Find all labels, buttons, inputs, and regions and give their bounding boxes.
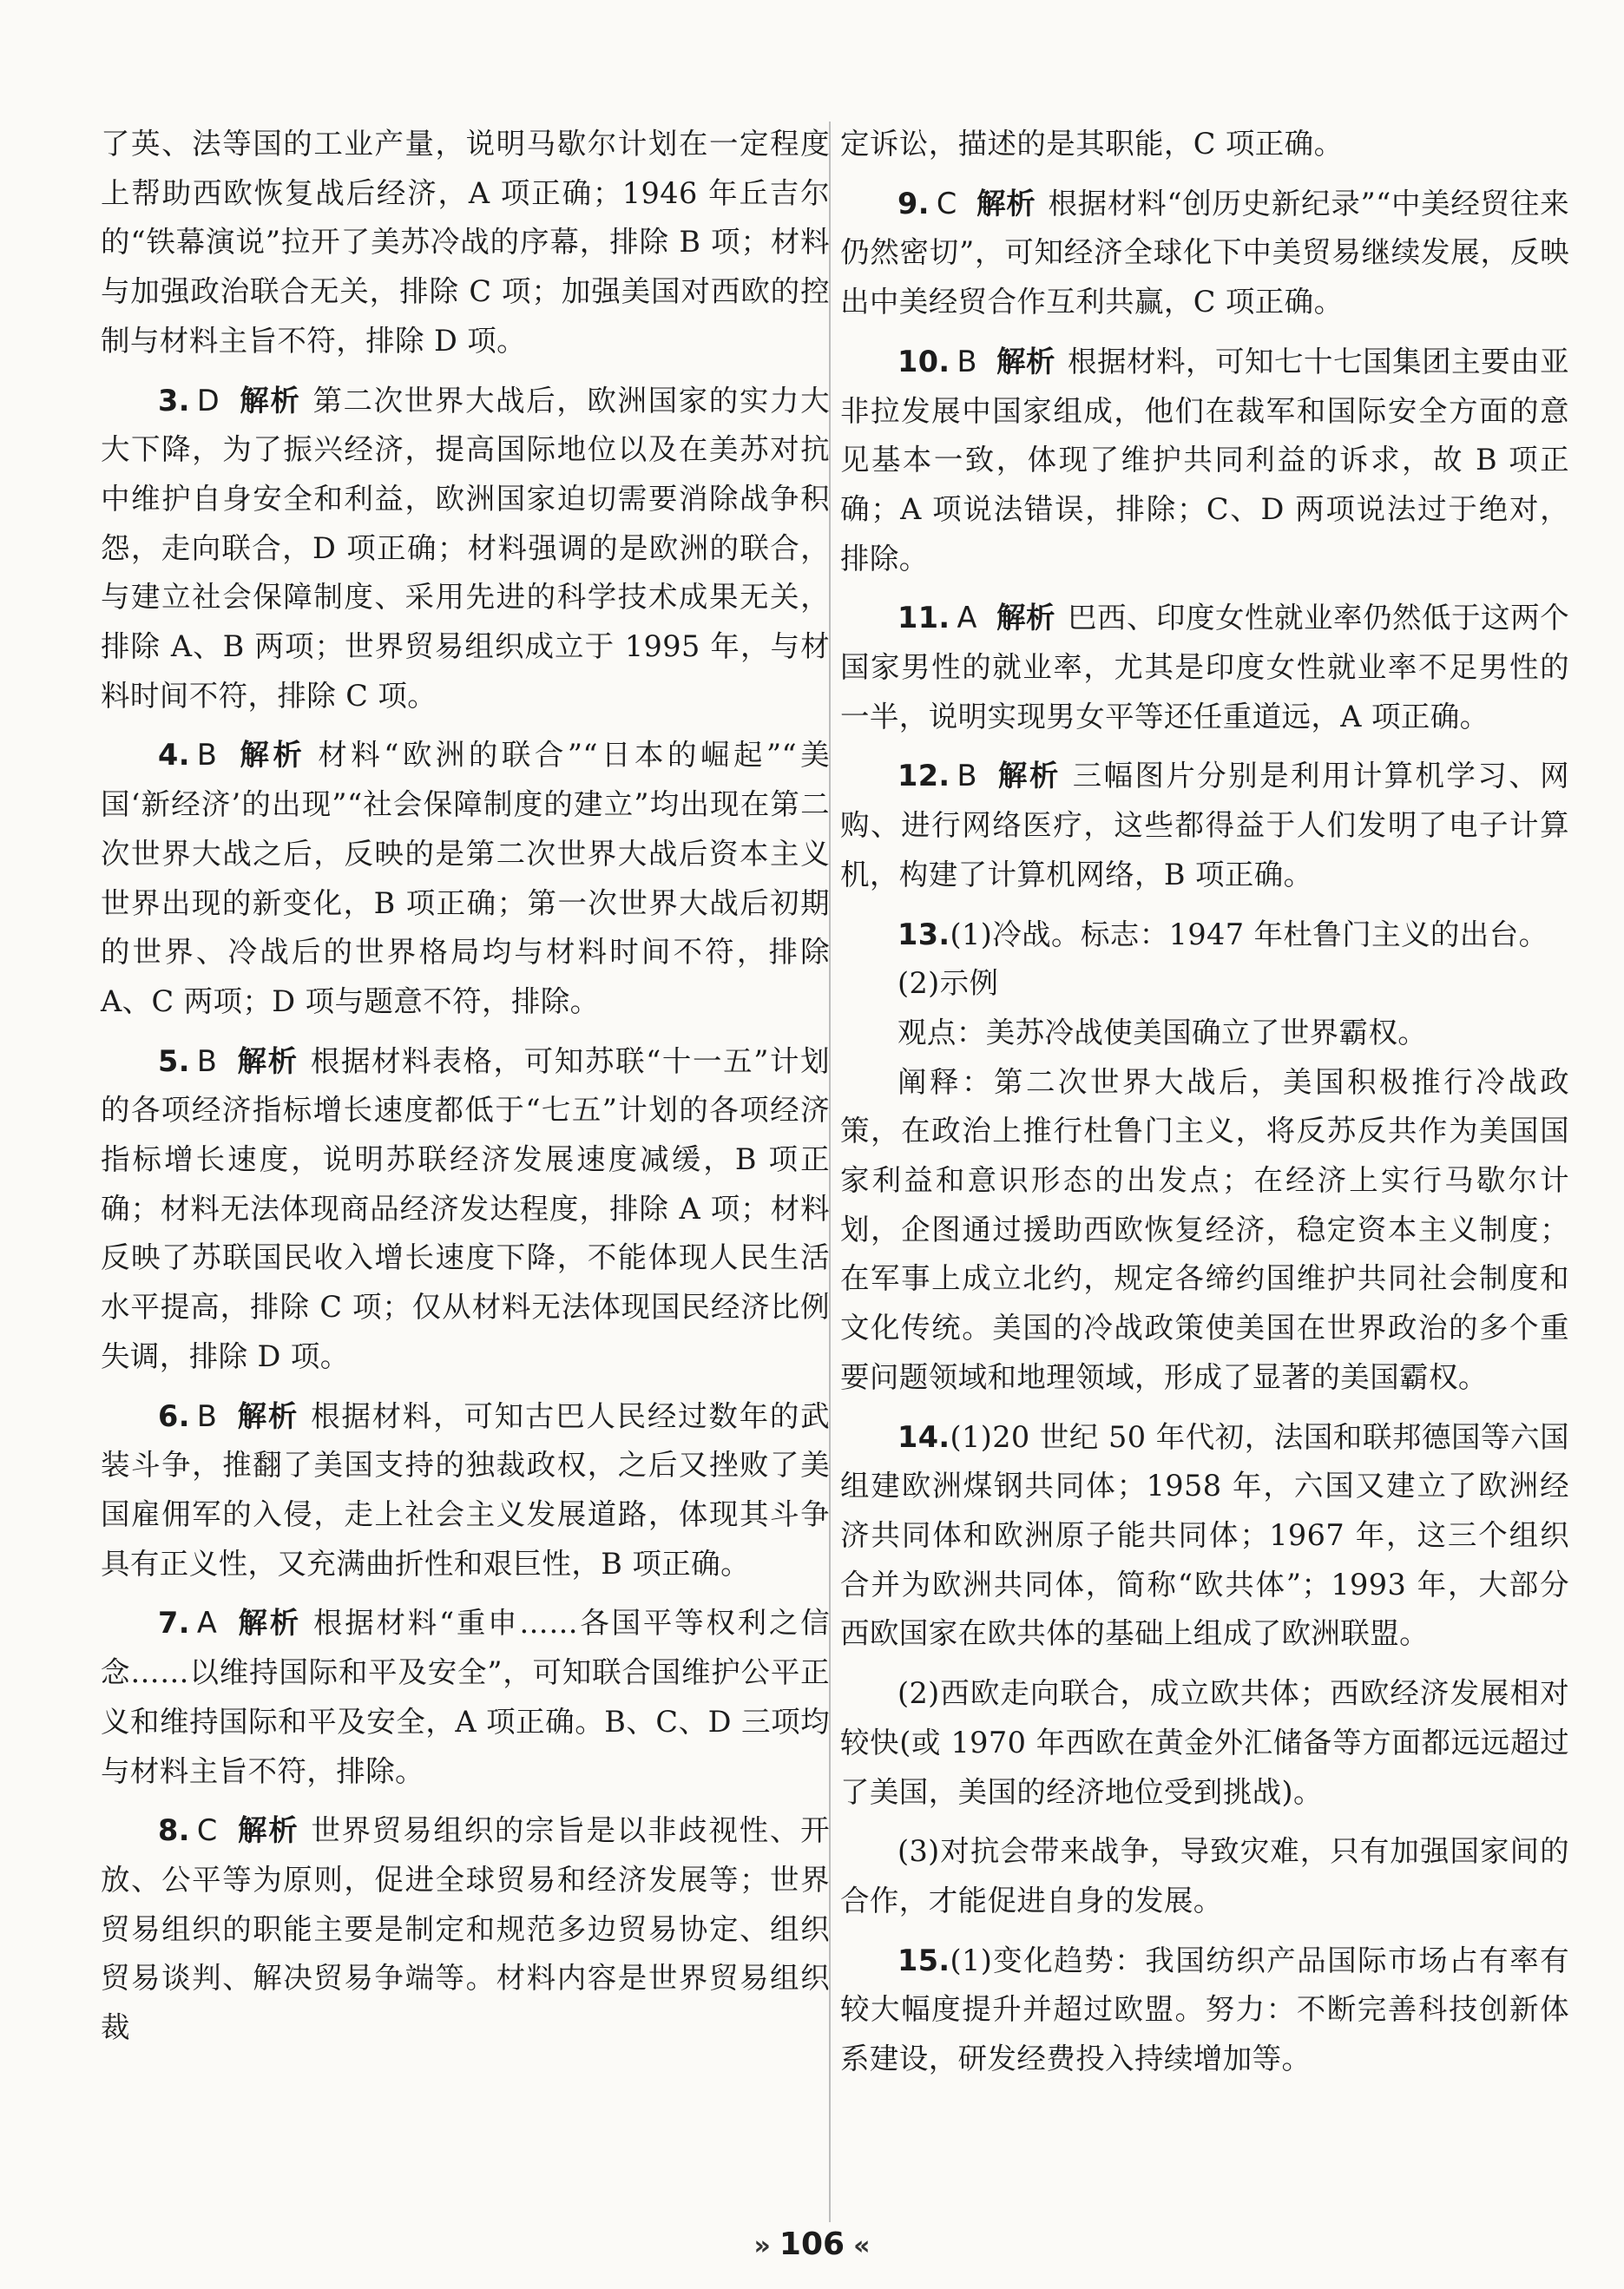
question-number: 13.: [897, 917, 950, 951]
answer-choice: B: [196, 1398, 218, 1433]
answer-item-3: [101, 377, 830, 721]
question-number: 4.: [158, 738, 190, 773]
analysis-tag: 解析: [236, 1813, 299, 1848]
answer-item-4: [101, 731, 830, 1026]
analysis-tag: 解析: [236, 1043, 299, 1078]
answer-text: (1)20 世纪 50 年代初，法国和联邦德国等六国组建欧洲煤钢共同体；1958 年，六国又建立了欧洲经济共同体和欧洲原子能共同体；1967 年，这三个组织合并为欧洲共同体，简称“欧共体”；1993 年，大部分西欧国家在欧共体的基础上组成了欧洲联盟。: [840, 1419, 1569, 1651]
analysis-text: 根据材料表格，可知苏联“十一五”计划的各项经济指标增长速度都低于“七五”计划的各项经济指标增长速度，说明苏联经济发展速度减缓，B 项正确；材料无法体现商品经济发达程度，排除 A 项；材料反映了苏联国民收入增长速度下降，不能体现人民生活水平提高，排除 C 项；仅从材料无法体现国民经济比例失调，排除 D 项。: [101, 1043, 830, 1373]
continued-answer-2: 了英、法等国的工业产量，说明马歇尔计划在一定程度上帮助西欧恢复战后经济，A 项正确；1946 年丘吉尔的“铁幕演说”拉开了美苏冷战的序幕，排除 B 项；材料与加强政治联合无关，排除 C 项；加强美国对西欧的控制与材料主旨不符，排除 D 项。: [101, 127, 830, 358]
answer-choice: B: [196, 1043, 218, 1078]
analysis-tag: 解析: [996, 344, 1056, 378]
analysis-text: 根据材料，可知七十七国集团主要由亚非拉发展中国家组成，他们在裁军和国际安全方面的意见基本一致，体现了维护共同利益的诉求，故 B 项正确；A 项说法错误，排除；C、D 两项说法过于绝对，排除。: [840, 344, 1569, 576]
analysis-tag: 解析: [976, 186, 1036, 220]
analysis-tag: 解析: [239, 383, 301, 418]
question-number: 10.: [897, 344, 950, 378]
answer-item-13-part-1: [840, 911, 1569, 960]
answer-item-5: [101, 1037, 830, 1382]
analysis-text: 三幅图片分别是利用计算机学习、网购、进行网络医疗，这些都得益于人们发明了电子计算机，构建了计算机网络，B 项正确。: [840, 759, 1569, 891]
answer-item-14-part-1: [840, 1413, 1569, 1660]
question-number: 3.: [158, 383, 190, 418]
double-chevron-left-icon: «: [853, 2231, 871, 2261]
answer-choice: D: [196, 383, 220, 418]
question-number: 5.: [158, 1043, 190, 1078]
question-number: 12.: [897, 759, 950, 793]
analysis-tag: 解析: [996, 759, 1061, 793]
analysis-text: 根据材料“重申……各国平等权利之信念……以维持国际和平及安全”，可知联合国维护公平正义和维持国际和平及安全，A 项正确。B、C、D 三项均与材料主旨不符，排除。: [101, 1606, 830, 1788]
answer-text: (1)变化趋势：我国纺织产品国际市场占有率有较大幅度提升并超过欧盟。努力：不断完善科技创新体系建设，研发经费投入持续增加等。: [840, 1943, 1569, 2076]
answer-choice: B: [957, 344, 977, 378]
answer-item-10: [840, 338, 1569, 584]
analysis-tag: 解析: [236, 738, 306, 773]
analysis-text: 巴西、印度女性就业率仍然低于这两个国家男性的就业率，尤其是印度女性就业率不足男性的一半，说明实现男女平等还任重道远，A 项正确。: [840, 601, 1569, 733]
answer-item-14-part-3: (3)对抗会带来战争，导致灾难，只有加强国家间的合作，才能促进自身的发展。: [840, 1834, 1569, 1917]
answer-item-13-part-2: (2)示例: [897, 966, 999, 1001]
analysis-tag: 解析: [996, 601, 1055, 635]
answer-choice: B: [196, 738, 218, 773]
answer-item-7: [101, 1599, 830, 1796]
left-column: [101, 120, 830, 2053]
page-footer: [0, 2227, 1624, 2262]
answer-item-8: [101, 1806, 830, 2053]
question-number: 14.: [897, 1419, 950, 1454]
answer-choice: B: [957, 759, 977, 793]
right-column: [840, 120, 1569, 2084]
analysis-tag: 解析: [236, 1398, 299, 1433]
answer-text: (1)冷战。标志：1947 年杜鲁门主义的出台。: [950, 917, 1548, 951]
question-number: 6.: [158, 1398, 190, 1433]
analysis-text: 根据材料“创历史新纪录”“中美经贸往来仍然密切”，可知经济全球化下中美贸易继续发展，反映出中美经贸合作互利共赢，C 项正确。: [840, 186, 1569, 319]
question-number: 15.: [897, 1943, 950, 1977]
answer-item-13-explanation: 阐释：第二次世界大战后，美国积极推行冷战政策，在政治上推行杜鲁门主义，将反苏反共作为美国国家利益和意识形态的出发点；在经济上实行马歇尔计划，企图通过援助西欧恢复经济，稳定资本主义制度；在军事上成立北约，规定各缔约国维护共同社会制度和文化传统。美国的冷战政策使美国在世界政治的多个重要问题领域和地理领域，形成了显著的美国霸权。: [840, 1064, 1569, 1394]
analysis-text: 第二次世界大战后，欧洲国家的实力大大下降，为了振兴经济，提高国际地位以及在美苏对抗中维护自身安全和利益，欧洲国家迫切需要消除战争积怨，走向联合，D 项正确；材料强调的是欧洲的联合，与建立社会保障制度、采用先进的科学技术成果无关，排除 A、B 两项；世界贸易组织成立于 1995 年，与材料时间不符，排除 C 项。: [101, 383, 830, 713]
question-number: 7.: [158, 1606, 190, 1641]
answer-choice: A: [957, 601, 977, 635]
answer-choice: C: [936, 186, 957, 220]
analysis-text: 根据材料，可知古巴人民经过数年的武装斗争，推翻了美国支持的独裁政权，之后又挫败了美国雇佣军的入侵，走上社会主义发展道路，体现其斗争具有正义性，又充满曲折性和艰巨性，B 项正确。: [101, 1398, 830, 1581]
answer-item-12: [840, 752, 1569, 899]
answer-choice: C: [196, 1813, 218, 1848]
answer-item-15-part-1: [840, 1937, 1569, 2084]
question-number: 11.: [897, 601, 950, 635]
page-number: 106: [779, 2227, 845, 2262]
answer-item-11: [840, 594, 1569, 741]
continued-answer-8: 定诉讼，描述的是其职能，C 项正确。: [840, 127, 1344, 161]
answer-item-13-viewpoint: 观点：美苏冷战使美国确立了世界霸权。: [897, 1015, 1428, 1049]
answer-item-14-part-2: (2)西欧走向联合，成立欧共体；西欧经济发展相对较快(或 1970 年西欧在黄金外汇储备等方面都远远超过了美国，美国的经济地位受到挑战)。: [840, 1676, 1569, 1809]
answer-item-6: [101, 1392, 830, 1589]
answer-choice: A: [196, 1606, 218, 1641]
answer-item-9: [840, 180, 1569, 327]
question-number: 8.: [158, 1813, 190, 1848]
analysis-tag: 解析: [236, 1606, 301, 1641]
analysis-text: 世界贸易组织的宗旨是以非歧视性、开放、公平等为原则，促进全球贸易和经济发展等；世界贸易组织的职能主要是制定和规范多边贸易协定、组织贸易谈判、解决贸易争端等。材料内容是世界贸易组织裁: [101, 1813, 830, 2045]
double-chevron-right-icon: »: [753, 2231, 771, 2261]
question-number: 9.: [897, 186, 930, 220]
analysis-text: 材料“欧洲的联合”“日本的崛起”“美国‘新经济’的出现”“社会保障制度的建立”均出现在第二次世界大战之后，反映的是第二次世界大战后资本主义世界出现的新变化，B 项正确；第一次世界大战后初期的世界、冷战后的世界格局均与材料时间不符，排除 A、C 两项；D 项与题意不符，排除。: [101, 738, 830, 1018]
